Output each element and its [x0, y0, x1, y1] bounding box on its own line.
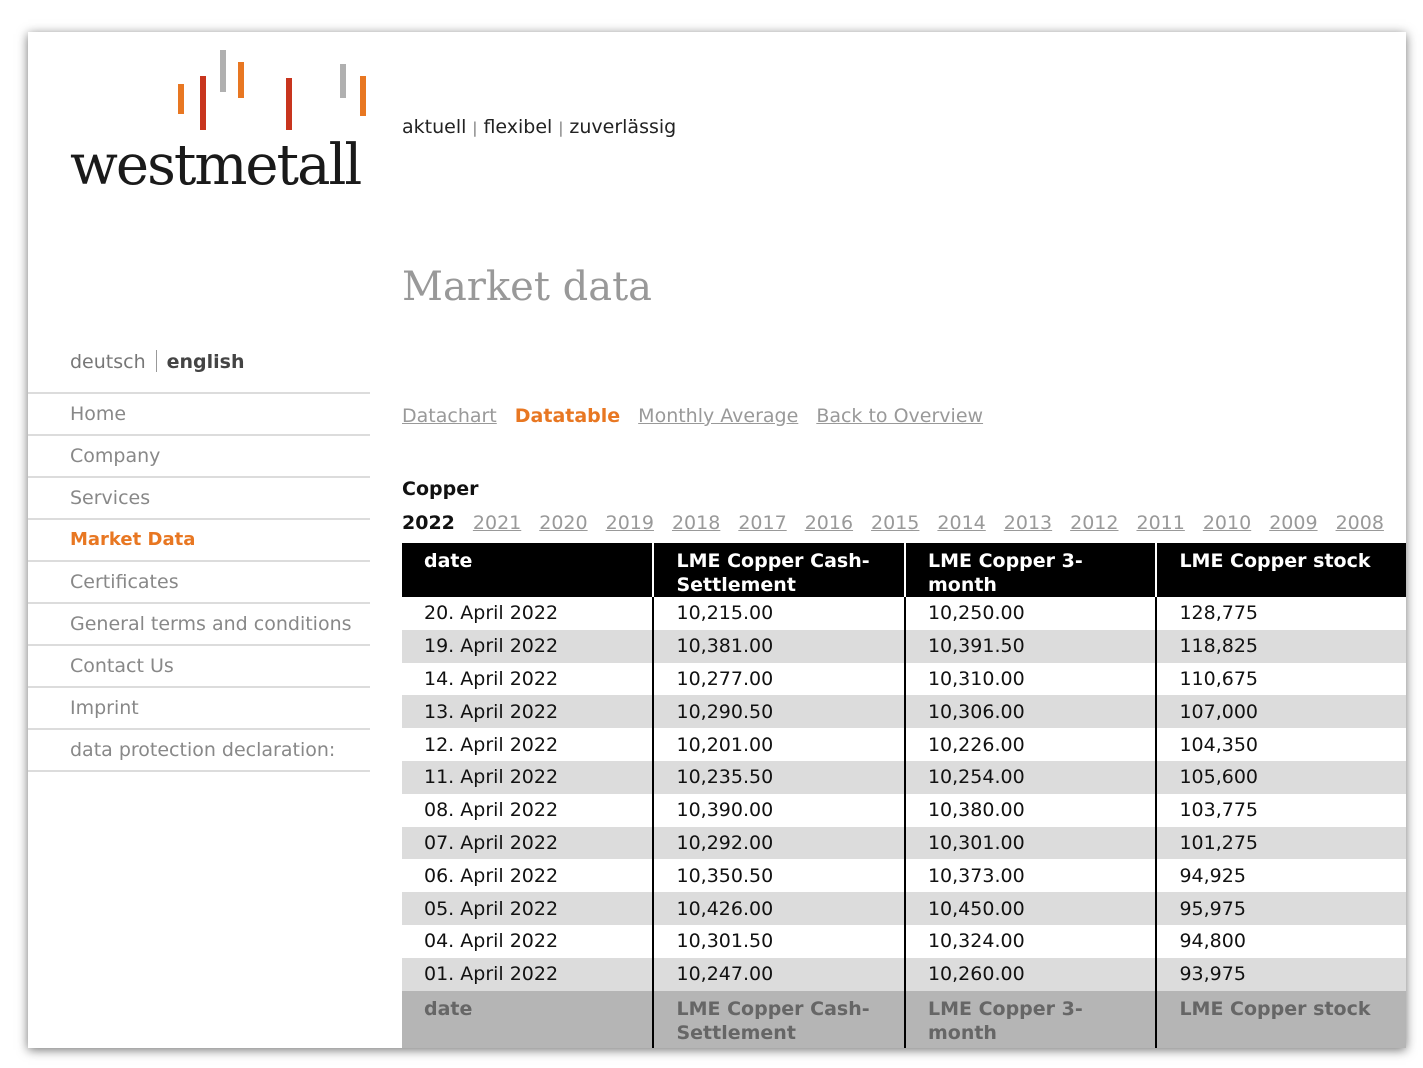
- table-cell: 94,800: [1156, 925, 1406, 958]
- table-body: [402, 597, 1406, 991]
- table-row: [402, 695, 1406, 728]
- westmetall-logo[interactable]: [70, 48, 380, 198]
- table-cell: 10,391.50: [905, 630, 1156, 663]
- table-header-row: [402, 543, 1406, 597]
- year-link-2021[interactable]: 2021: [472, 512, 522, 534]
- table-cell: 13. April 2022: [402, 695, 653, 728]
- table-cell: 10,301.00: [905, 827, 1156, 860]
- table-cell: 11. April 2022: [402, 761, 653, 794]
- table-cell: 10,306.00: [905, 695, 1156, 728]
- logo-bar: [200, 76, 206, 130]
- sidebar-item-home[interactable]: Home: [28, 392, 370, 434]
- table-cell: 10,235.50: [653, 761, 904, 794]
- year-link-2010[interactable]: 2010: [1202, 512, 1252, 534]
- year-link-2016[interactable]: 2016: [804, 512, 854, 534]
- language-switcher: [70, 350, 245, 373]
- tagline: aktuell | flexibel | zuverlässig: [402, 116, 677, 138]
- column-header: LME Copper stock: [1156, 543, 1406, 597]
- table-cell: 10,247.00: [653, 958, 904, 991]
- table-row: [402, 761, 1406, 794]
- table-cell: 10,350.50: [653, 859, 904, 892]
- logo-bar: [340, 64, 346, 98]
- logo-wordmark: westmetall: [70, 133, 361, 198]
- column-footer: LME Copper stock: [1156, 991, 1406, 1048]
- table-footer-row: [402, 991, 1406, 1048]
- table-cell: 93,975: [1156, 958, 1406, 991]
- table-cell: 10,226.00: [905, 728, 1156, 761]
- table-cell: 14. April 2022: [424, 667, 559, 690]
- table-cell: 10,381.00: [653, 630, 904, 663]
- table-cell: 10,426.00: [653, 892, 904, 925]
- table-cell: 06. April 2022: [424, 864, 559, 887]
- column-footer: date: [402, 991, 653, 1048]
- table-cell: 19. April 2022: [402, 630, 653, 663]
- tab-datatable[interactable]: Datatable: [514, 405, 621, 427]
- table-cell: 10,373.00: [905, 859, 1156, 892]
- table-cell: 10,290.50: [653, 695, 904, 728]
- table-row: [402, 892, 1406, 925]
- table-row: [402, 925, 1406, 958]
- tagline-word: aktuell: [402, 116, 467, 138]
- year-link-2015[interactable]: 2015: [871, 512, 920, 534]
- table-row: [402, 827, 1406, 860]
- table-cell: 104,350: [1156, 728, 1406, 761]
- year-link-2014[interactable]: 2014: [937, 512, 986, 534]
- sidebar-item-general-terms-and-conditions[interactable]: General terms and conditions: [28, 602, 370, 644]
- year-link-2022[interactable]: 2022: [402, 512, 455, 534]
- column-footer: LME Copper Cash-Settlement: [653, 991, 904, 1048]
- table-cell: 94,925: [1156, 859, 1406, 892]
- tab-monthly-average[interactable]: Monthly Average: [638, 405, 799, 427]
- column-header: LME Copper Cash-Settlement: [653, 543, 904, 597]
- tab-datachart[interactable]: Datachart: [402, 405, 497, 427]
- table-row: [402, 663, 1406, 696]
- sidebar-item-certificates[interactable]: Certificates: [28, 560, 370, 602]
- table-cell: 105,600: [1156, 761, 1406, 794]
- table-cell: 10,301.50: [653, 925, 904, 958]
- table-cell: 103,775: [1156, 794, 1406, 827]
- table-row: [402, 958, 1406, 991]
- year-link-2017[interactable]: 2017: [738, 512, 787, 534]
- table-cell: 10,380.00: [905, 794, 1156, 827]
- table-cell: 10,277.00: [653, 663, 904, 696]
- column-footer: LME Copper 3-month: [905, 991, 1156, 1048]
- tagline-word: zuverlässig: [569, 116, 677, 138]
- table-cell: 10,324.00: [905, 925, 1156, 958]
- table-cell: 10,260.00: [905, 958, 1156, 991]
- table-cell: 10,215.00: [653, 597, 904, 630]
- year-link-2008[interactable]: 2008: [1335, 512, 1384, 534]
- table-cell: 10,390.00: [653, 794, 904, 827]
- lang-deutsch[interactable]: deutsch: [70, 351, 146, 373]
- table-cell: 95,975: [1156, 892, 1406, 925]
- table-cell: 07. April 2022: [402, 827, 653, 860]
- table-row: [402, 794, 1406, 827]
- year-link-2011[interactable]: 2011: [1136, 512, 1185, 534]
- table-cell: 20. April 2022: [424, 602, 559, 625]
- table-row: [402, 630, 1406, 663]
- tab-back-to-overview[interactable]: Back to Overview: [816, 405, 984, 427]
- view-tabs: [402, 405, 1001, 427]
- column-header: LME Copper 3-month: [905, 543, 1156, 597]
- year-link-2018[interactable]: 2018: [671, 512, 721, 534]
- year-link-2009[interactable]: 2009: [1269, 512, 1318, 534]
- table-cell: 01. April 2022: [402, 958, 653, 991]
- logo-bar: [178, 84, 184, 114]
- table-cell: 10,254.00: [905, 761, 1156, 794]
- sidebar-item-imprint[interactable]: Imprint: [28, 686, 370, 728]
- table-cell: 05. April 2022: [402, 892, 653, 925]
- table-cell: 08. April 2022: [424, 799, 559, 822]
- table-cell: 10,292.00: [653, 827, 904, 860]
- logo-bar: [220, 50, 226, 92]
- year-link-2012[interactable]: 2012: [1070, 512, 1119, 534]
- table-cell: 12. April 2022: [424, 733, 559, 756]
- lang-english[interactable]: english: [166, 351, 245, 373]
- table-cell: 110,675: [1156, 663, 1406, 696]
- sidebar-nav: [28, 392, 370, 772]
- column-header: date: [402, 543, 653, 597]
- sidebar-item-data-protection-declaration[interactable]: data protection declaration:: [28, 728, 370, 772]
- table-cell: 10,310.00: [905, 663, 1156, 696]
- table-cell: 101,275: [1156, 827, 1406, 860]
- year-link-2019[interactable]: 2019: [605, 512, 654, 534]
- logo-bar: [286, 78, 292, 130]
- table-cell: 128,775: [1156, 597, 1406, 630]
- year-link-2020[interactable]: 2020: [539, 512, 588, 534]
- sidebar-item-services[interactable]: Services: [28, 476, 370, 518]
- table-cell: 04. April 2022: [424, 930, 559, 953]
- table-cell: 107,000: [1156, 695, 1406, 728]
- table-cell: 10,250.00: [905, 597, 1156, 630]
- year-link-2013[interactable]: 2013: [1003, 512, 1053, 534]
- browser-page: [28, 32, 1406, 1048]
- table-row: [402, 859, 1406, 892]
- table-row: [402, 597, 1406, 630]
- table-cell: 10,450.00: [905, 892, 1156, 925]
- table-cell: 118,825: [1156, 630, 1406, 663]
- sidebar-item-market-data[interactable]: Market Data: [28, 518, 370, 560]
- metal-name: Copper: [402, 478, 479, 500]
- table-cell: 10,201.00: [653, 728, 904, 761]
- year-selector: [402, 512, 1402, 534]
- page-title: Market data: [402, 264, 652, 310]
- table-row: [402, 728, 1406, 761]
- logo-bar: [238, 62, 244, 98]
- market-data-table: [402, 543, 1406, 1048]
- tagline-word: flexibel: [483, 116, 553, 138]
- logo-bar: [360, 76, 366, 116]
- sidebar-item-company[interactable]: Company: [28, 434, 370, 476]
- sidebar-item-contact-us[interactable]: Contact Us: [28, 644, 370, 686]
